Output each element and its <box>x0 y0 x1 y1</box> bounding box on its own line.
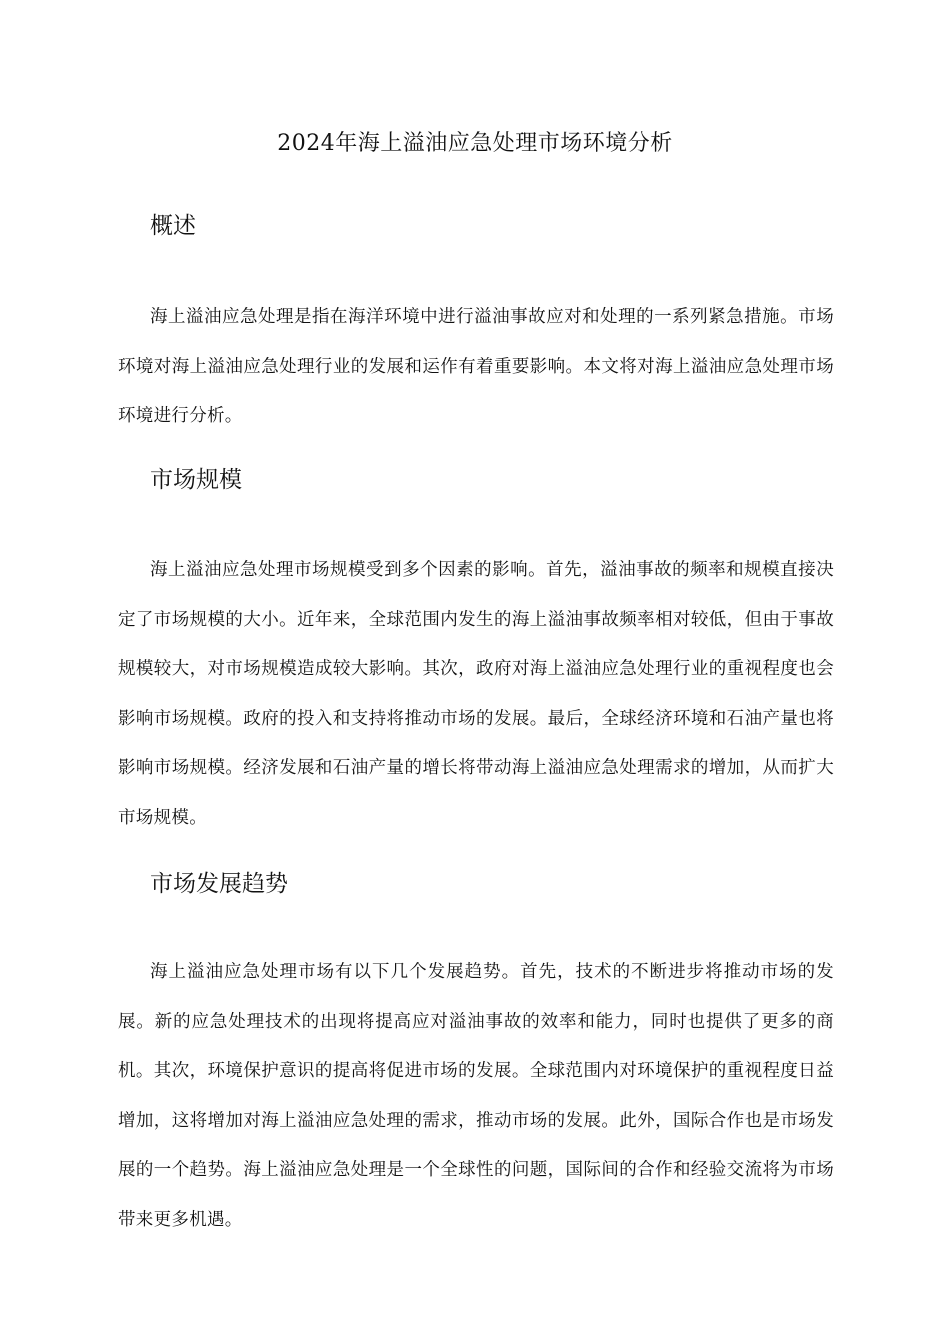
section-heading-overview: 概述 <box>150 213 196 239</box>
section-heading-market-trend: 市场发展趋势 <box>150 871 288 897</box>
section-paragraph-overview: 海上溢油应急处理是指在海洋环境中进行溢油事故应对和处理的一系列紧急措施。市场环境对海上溢油应急处理行业的发展和运作有着重要影响。本文将对海上溢油应急处理市场环境进行分析。 <box>118 307 834 426</box>
section-paragraph-market-trend: 海上溢油应急处理市场有以下几个发展趋势。首先，技术的不断进步将推动市场的发展。新的应急处理技术的出现将提高应对溢油事故的效率和能力，同时也提供了更多的商机。其次，环境保护意识的提高将促进市场的发展。全球范围内对环境保护的重视程度日益增加，这将增加对海上溢油应急处理的需求，推动市场的发展。此外，国际合作也是市场发展的一个趋势。海上溢油应急处理是一个全球性的问题，国际间的合作和经验交流将为市场带来更多机遇。 <box>118 962 834 1230</box>
document-title: 2024年海上溢油应急处理市场环境分析 <box>277 131 673 156</box>
section-paragraph-market-scale: 海上溢油应急处理市场规模受到多个因素的影响。首先，溢油事故的频率和规模直接决定了市场规模的大小。近年来，全球范围内发生的海上溢油事故频率相对较低，但由于事故规模较大，对市场规模造成较大影响。其次，政府对海上溢油应急处理行业的重视程度也会影响市场规模。政府的投入和支持将推动市场的发展。最后，全球经济环境和石油产量也将影响市场规模。经济发展和石油产量的增长将带动海上溢油应急处理需求的增加，从而扩大市场规模。 <box>118 560 834 828</box>
section-heading-market-scale: 市场规模 <box>150 467 242 493</box>
